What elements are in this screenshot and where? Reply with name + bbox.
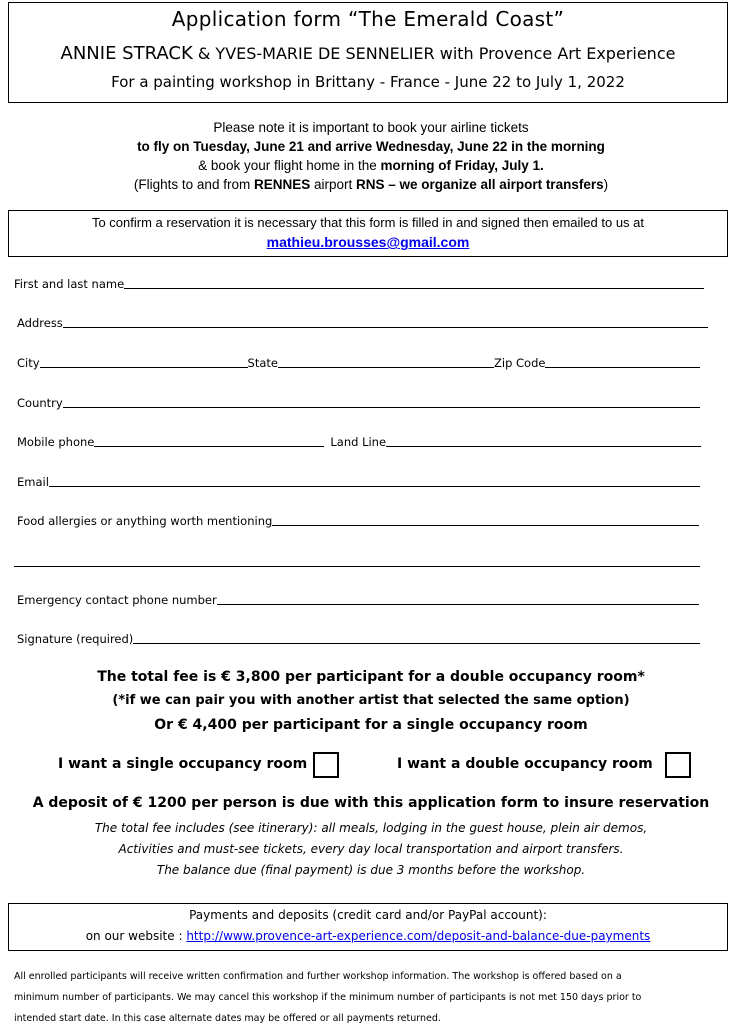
field-email-line[interactable] [49,473,700,487]
field-zip-label: Zip Code [494,356,546,370]
field-zip-line[interactable] [545,354,700,368]
artists-with: with Provence Art Experience [439,44,676,63]
header-box [8,2,728,103]
field-signature-label: Signature (required) [17,632,134,646]
notice-line-4-c: airport [310,177,356,192]
notice-block [0,118,742,194]
field-allergies-extra-line[interactable] [14,566,700,567]
field-city-state-zip [17,352,700,370]
field-country-line[interactable] [63,394,700,408]
field-emergency-line[interactable] [217,591,699,605]
field-state-label: State [247,356,278,370]
notice-rennes: RENNES [253,177,311,192]
field-state-line[interactable] [278,354,494,368]
single-room-checkbox[interactable] [313,752,339,778]
workshop-subtitle: For a painting workshop in Brittany - France - June 22 to July 1, 2022 [111,73,625,91]
notice-dash: – [384,177,400,192]
notice-line-4-a: (Flights to and from [133,177,254,192]
confirm-text: To confirm a reservation it is necessary that this form is filled in and signed then emailed to us at [91,215,645,230]
field-country[interactable] [17,392,700,410]
notice-line-3 [0,156,742,175]
fee-single: Or € 4,400 per participant for a single occupancy room [154,717,588,733]
footer-line-1: All enrolled participants will receive written confirmation and further workshop information. The workshop is offered based on a [14,971,622,982]
payments-link[interactable]: http://www.provence-art-experience.com/deposit-and-balance-due-payments [186,929,651,943]
field-name-line[interactable] [124,275,704,289]
field-phones [17,431,701,449]
field-allergies-label: Food allergies or anything worth mentioning [17,514,273,528]
notice-line-4-g: ) [603,177,609,192]
field-signature[interactable] [17,628,700,646]
payments-prefix: on our website : [85,929,187,943]
footer-line-2: minimum number of participants. We may cancel this workshop if the minimum number of participants is not met 150 days prior to [14,992,642,1003]
field-mobile-line[interactable] [94,433,324,447]
notice-line-1: Please note it is important to book your airline tickets [213,120,529,135]
field-mobile-label: Mobile phone [17,435,95,449]
field-allergies[interactable] [17,510,699,528]
field-signature-line[interactable] [133,630,700,644]
fee-note: (*if we can pair you with another artist that selected the same option) [112,693,630,708]
field-city-label: City [17,356,40,370]
payments-line-1: Payments and deposits (credit card and/or PayPal account): [189,908,547,922]
payments-box [8,903,728,951]
field-address-line[interactable] [63,314,708,328]
deposit-heading: A deposit of € 1200 per person is due with this application form to insure reservation [32,795,710,811]
notice-line-2: to fly on Tuesday, June 21 and arrive Wednesday, June 22 in the morning [137,139,605,154]
field-address-label: Address [17,316,63,330]
confirm-email-wrap [9,234,727,252]
form-title: Application form “The Emerald Coast” [171,7,565,31]
field-allergies-line[interactable] [272,512,699,526]
field-landline-label: Land Line [330,435,387,449]
artist-yves-marie: YVES-MARIE DE SENNELIER [215,44,435,63]
notice-line-3-b: morning of Friday, July 1. [380,158,544,173]
deposit-line-2: Activities and must-see tickets, every day local transportation and airport transfers. [118,842,624,856]
deposit-line-3: The balance due (final payment) is due 3 months before the workshop. [156,863,586,877]
field-emergency[interactable] [17,589,699,607]
confirm-box [8,210,728,257]
double-room-checkbox[interactable] [665,752,691,778]
option-double-label: I want a double occupancy room [397,756,653,772]
payments-line-2 [9,929,727,943]
confirm-email-link[interactable]: mathieu.brousses@gmail.com [266,234,470,250]
deposit-line-1: The total fee includes (see itinerary): all meals, lodging in the guest house, plein air demos, [94,821,648,835]
field-address[interactable] [17,312,708,330]
footer-text [14,966,728,1029]
field-email[interactable] [17,471,700,489]
field-landline-line[interactable] [386,433,701,447]
footer-line-3: intended start date. In this case alternate dates may be offered or all payments returned. [14,1013,441,1024]
notice-line-4 [0,175,742,194]
field-emergency-label: Emergency contact phone number [17,593,217,607]
artist-annie: ANNIE STRACK [60,43,193,64]
notice-rns: RNS [356,177,385,192]
artists-line [9,43,727,64]
field-email-label: Email [17,475,49,489]
notice-transfers: we organize all airport transfers [399,177,604,192]
field-country-label: Country [17,396,63,410]
field-name[interactable] [14,273,704,291]
field-name-label: First and last name [14,277,125,291]
option-single-label: I want a single occupancy room [58,756,308,772]
notice-line-3-a: & book your flight home in the [198,158,381,173]
field-city-line[interactable] [40,354,248,368]
fee-double: The total fee is € 3,800 per participant for a double occupancy room* [97,669,645,685]
fees-block [0,665,742,737]
artists-ampersand: & [197,44,211,63]
deposit-details [0,818,742,881]
